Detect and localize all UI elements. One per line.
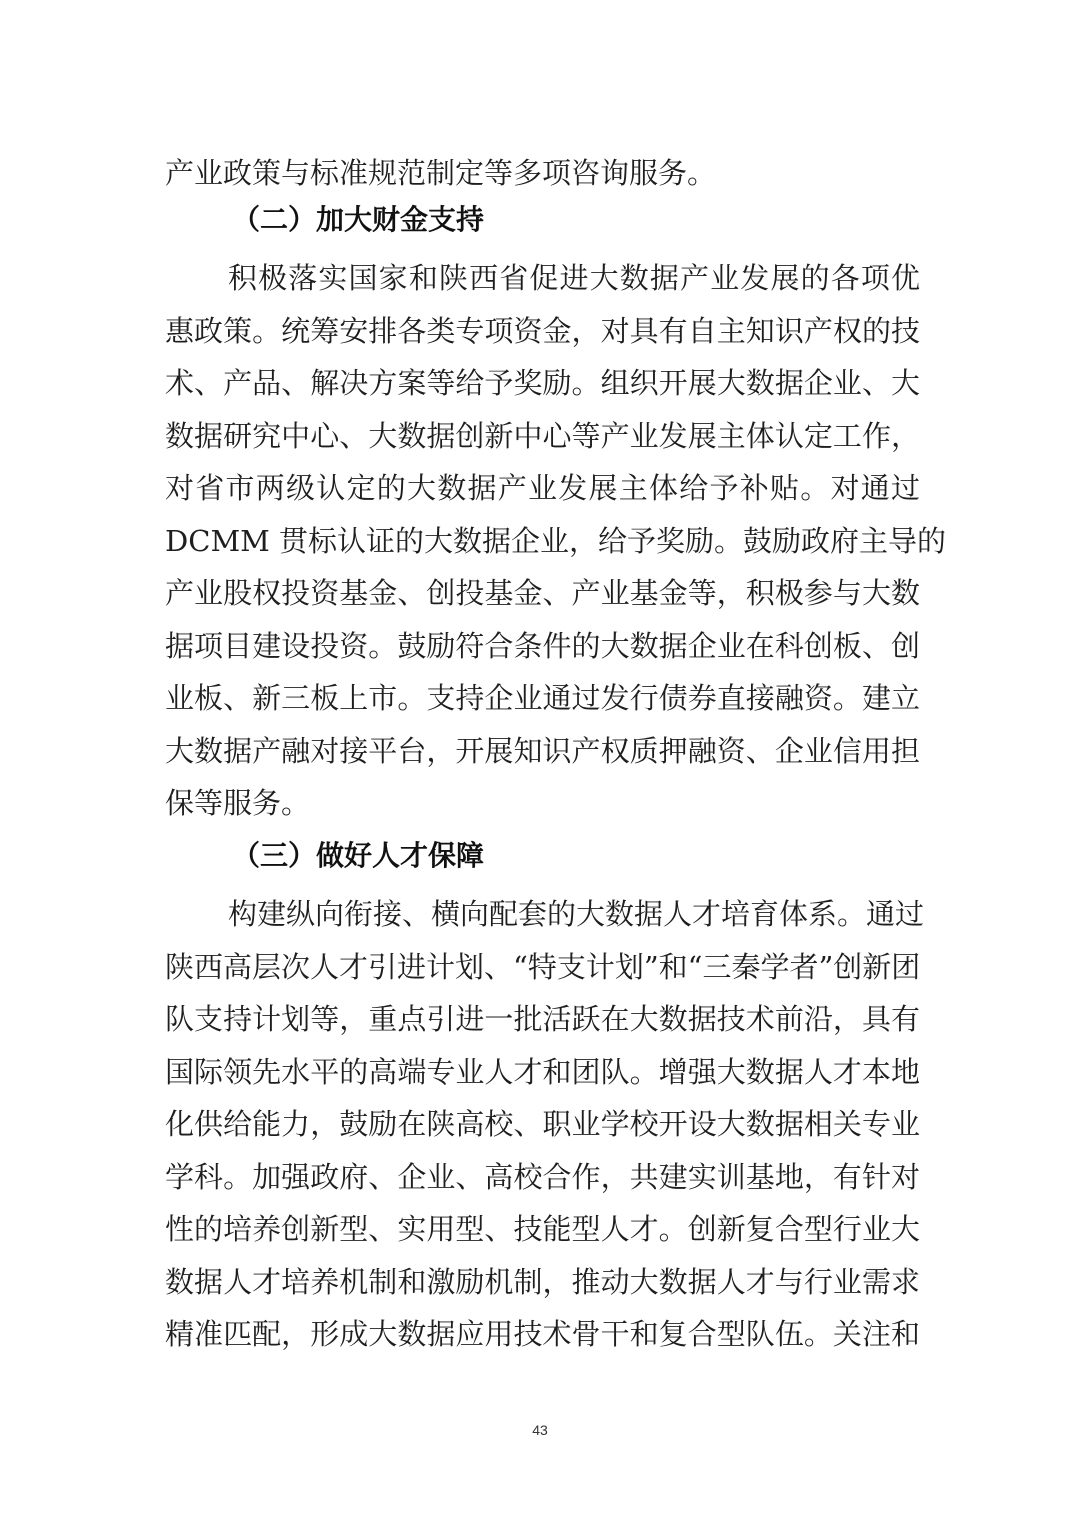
paragraph-line: 陕西高层次人才引进计划、“特支计划”和“三秦学者”创新团 xyxy=(165,949,921,984)
paragraph-line: 对省市两级认定的大数据产业发展主体给予补贴。对通过 xyxy=(165,471,920,505)
section-heading-talent-support: （三）做好人才保障 xyxy=(232,838,485,872)
paragraph-line: 国际领先水平的高端专业人才和团队。增强大数据人才本地 xyxy=(165,1054,920,1089)
paragraph-line: 保等服务。 xyxy=(165,786,311,820)
paragraph-line: 构建纵向衔接、横向配套的大数据人才培育体系。通过 xyxy=(228,897,925,931)
paragraph-line: 大数据产融对接平台，开展知识产权质押融资、企业信用担 xyxy=(165,733,920,768)
section-heading-financial-support: （二）加大财金支持 xyxy=(232,202,485,236)
paragraph-line: 积极落实国家和陕西省促进大数据产业发展的各项优 xyxy=(228,261,920,295)
paragraph-line: 术、产品、解决方案等给予奖励。组织开展大数据企业、大 xyxy=(165,366,920,400)
paragraph-line: 学科。加强政府、企业、高校合作，共建实训基地，有针对 xyxy=(165,1159,920,1194)
paragraph-line: 化供给能力，鼓励在陕高校、职业学校开设大数据相关专业 xyxy=(165,1107,920,1141)
paragraph-line: 精准匹配，形成大数据应用技术骨干和复合型队伍。关注和 xyxy=(165,1317,920,1351)
paragraph-line: 惠政策。统筹安排各类专项资金，对具有自主知识产权的技 xyxy=(165,313,920,348)
paragraph-line: 据项目建设投资。鼓励符合条件的大数据企业在科创板、创 xyxy=(165,628,920,663)
page-number: 43 xyxy=(532,1422,548,1438)
paragraph-line: 产业股权投资基金、创投基金、产业基金等，积极参与大数 xyxy=(165,576,920,610)
paragraph-line: 性的培养创新型、实用型、技能型人才。创新复合型行业大 xyxy=(165,1212,920,1246)
paragraph-line: 产业政策与标准规范制定等多项咨询服务。 xyxy=(165,156,717,190)
paragraph-line: DCMM 贯标认证的大数据企业，给予奖励。鼓励政府主导的 xyxy=(165,523,947,558)
paragraph-line: 业板、新三板上市。支持企业通过发行债券直接融资。建立 xyxy=(165,681,920,715)
paragraph-line: 数据研究中心、大数据创新中心等产业发展主体认定工作， xyxy=(165,418,920,453)
paragraph-line: 队支持计划等，重点引进一批活跃在大数据技术前沿，具有 xyxy=(165,1002,920,1036)
paragraph-line: 数据人才培养机制和激励机制，推动大数据人才与行业需求 xyxy=(165,1264,920,1299)
body-text xyxy=(165,147,947,1361)
